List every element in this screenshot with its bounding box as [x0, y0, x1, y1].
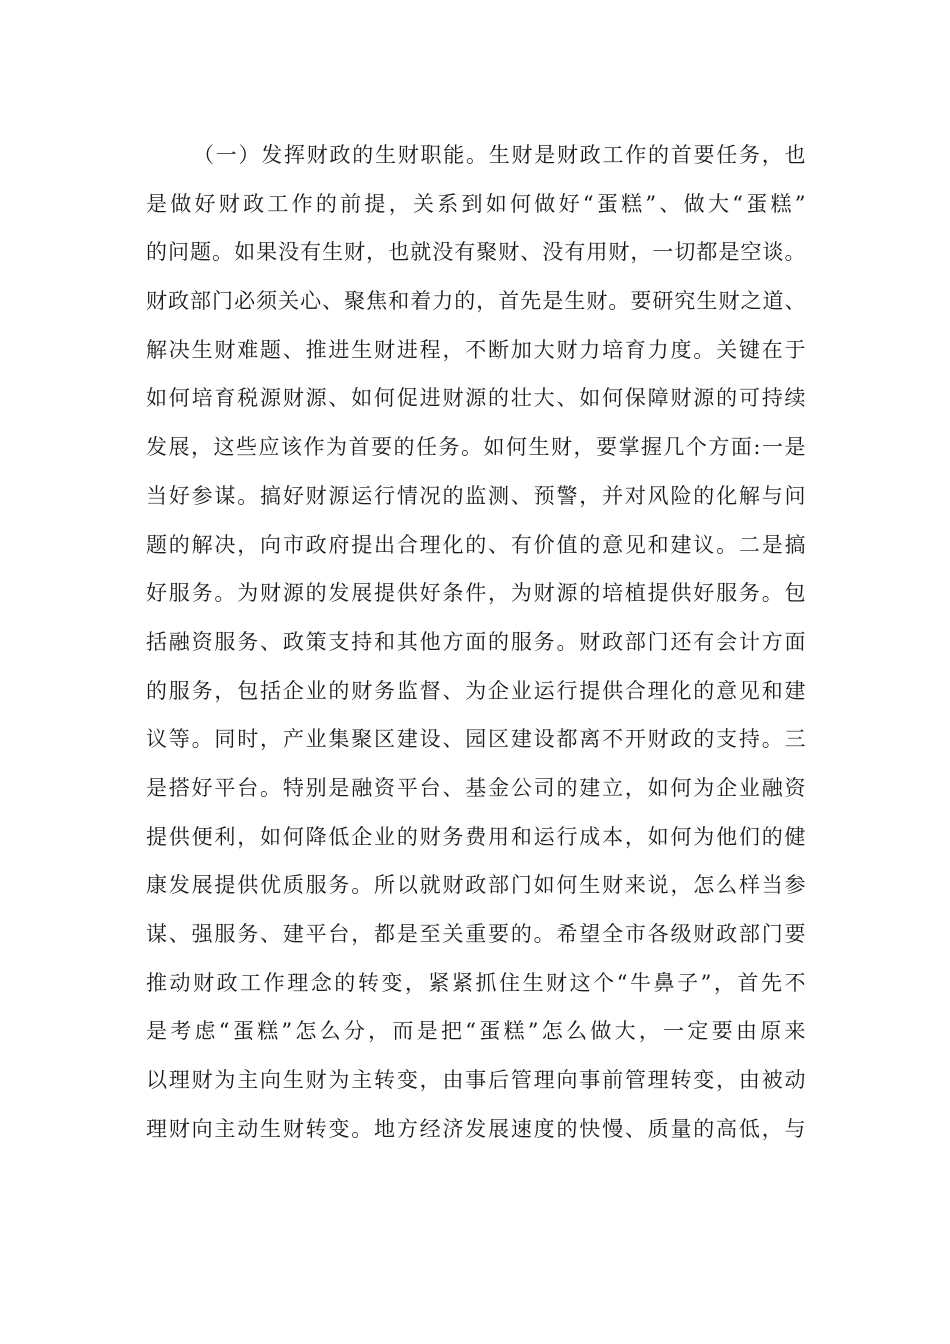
paragraph-line: 是做好财政工作的前提，关系到如何做好“蛋糕”、做大“蛋糕” [146, 191, 806, 216]
paragraph-line: 财政部门必须关心、聚焦和着力的，首先是生财。要研究生财之道、 [146, 289, 806, 314]
paragraph-line: 谋、强服务、建平台，都是至关重要的。希望全市各级财政部门要 [146, 922, 806, 946]
paragraph-line: 的问题。如果没有生财，也就没有聚财、没有用财，一切都是空谈。 [146, 240, 806, 265]
paragraph-line: 议等。同时，产业集聚区建设、园区建设都离不开财政的支持。三 [146, 727, 806, 752]
paragraph-line: 括融资服务、政策支持和其他方面的服务。财政部门还有会计方面 [146, 629, 806, 654]
paragraph-line: 推动财政工作理念的转变，紧紧抓住生财这个“牛鼻子”，首先不 [146, 970, 806, 995]
paragraph-line: 发展，这些应该作为首要的任务。如何生财，要掌握几个方面:一是 [146, 435, 806, 460]
paragraph-line: 当好参谋。搞好财源运行情况的监测、预警，并对风险的化解与问 [146, 483, 806, 508]
paragraph-line: 是搭好平台。特别是融资平台、基金公司的建立，如何为企业融资 [146, 775, 806, 800]
paragraph-line: 好服务。为财源的发展提供好条件，为财源的培植提供好服务。包 [146, 581, 806, 606]
paragraph-line: 理财向主动生财转变。地方经济发展速度的快慢、质量的高低，与 [146, 1116, 806, 1141]
paragraph-line: 解决生财难题、推进生财进程，不断加大财力培育力度。关键在于 [146, 337, 806, 362]
paragraph-line: 康发展提供优质服务。所以就财政部门如何生财来说，怎么样当参 [146, 873, 806, 898]
body-paragraph [146, 131, 806, 1153]
paragraph-line: 的服务，包括企业的财务监督、为企业运行提供合理化的意见和建 [146, 678, 806, 703]
paragraph-line: 以理财为主向生财为主转变，由事后管理向事前管理转变，由被动 [146, 1068, 806, 1093]
paragraph-line: 提供便利，如何降低企业的财务费用和运行成本，如何为他们的健 [146, 824, 806, 849]
paragraph-line: 是考虑“蛋糕”怎么分，而是把“蛋糕”怎么做大，一定要由原来 [146, 1019, 806, 1044]
paragraph-line: （一）发挥财政的生财职能。生财是财政工作的首要任务，也 [193, 143, 806, 167]
paragraph-line: 题的解决，向市政府提出合理化的、有价值的意见和建议。二是搞 [146, 532, 806, 557]
paragraph-line: 如何培育税源财源、如何促进财源的壮大、如何保障财源的可持续 [146, 386, 806, 411]
